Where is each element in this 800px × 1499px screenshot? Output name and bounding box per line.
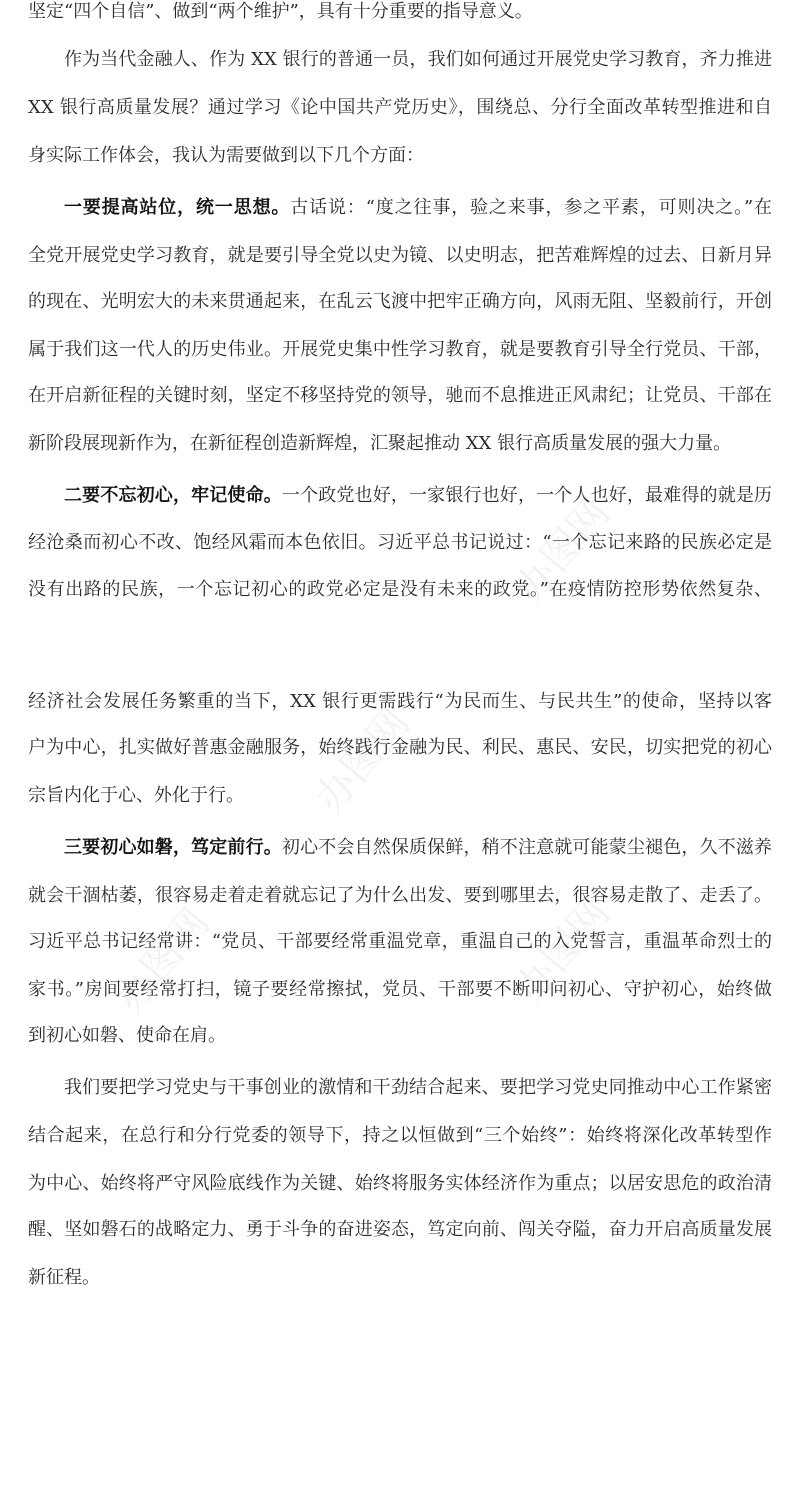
section-heading: 一要提高站位，统一思想。 — [64, 197, 291, 218]
text-line: 户为中心，扎实做好普惠金融服务，始终践行金融为民、利民、惠民、安民，切实把党的初心 — [28, 737, 772, 758]
paragraph-first-line — [64, 836, 772, 860]
paragraph-first-line — [64, 196, 772, 220]
text-line: 新征程。 — [28, 1267, 100, 1288]
text-line: 作为当代金融人、作为 XX 银行的普通一员，我们如何通过开展党史学习教育，齐力推进 — [64, 49, 772, 70]
text-line: 初心不会自然保质保鲜，稍不注意就可能蒙尘褪色，久不滋养 — [281, 837, 773, 858]
text-line: 经济社会发展任务繁重的当下，XX 银行更需践行“为民而生、与民共生”的使命，坚持以客 — [28, 691, 772, 712]
text-line: 习近平总书记经常讲：“党员、干部要经常重温党章，重温自己的入党誓言，重温革命烈士的 — [28, 931, 772, 952]
text-line: 宗旨内化于心、外化于行。 — [28, 785, 244, 806]
watermark-text: 办图网 — [506, 890, 619, 1012]
text-line: 一个政党也好，一家银行也好，一个人也好，最难得的就是历 — [281, 485, 773, 506]
text-line: 新阶段展现新作为，在新征程创造新辉煌，汇聚起推动 XX 银行高质量发展的强大力量。 — [28, 433, 732, 454]
text-line: XX 银行高质量发展？通过学习《论中国共产党历史》，围绕总、分行全面改革转型推进和自 — [28, 97, 772, 118]
text-line: 为中心、始终将严守风险底线作为关键、始终将服务实体经济作为重点；以居安思危的政治清 — [28, 1173, 772, 1194]
text-line: 古话说：“度之往事，验之来事，参之平素，可则决之。”在 — [290, 197, 772, 218]
text-line: 就会干涸枯萎，很容易走着走着就忘记了为什么出发、要到哪里去，很容易走散了、走丢了。 — [28, 885, 772, 906]
watermark-text: 办图网 — [306, 700, 419, 822]
text-line: 结合起来，在总行和分行党委的领导下，持之以恒做到“三个始终”：始终将深化改革转型作 — [28, 1125, 772, 1146]
text-line: 在开启新征程的关键时刻，坚定不移坚持党的领导，驰而不息推进正风肃纪；让党员、干部在 — [28, 385, 772, 406]
text-line: 全党开展党史学习教育，就是要引导全党以史为镜、以史明志，把苦难辉煌的过去、日新月异 — [28, 245, 772, 266]
paragraph-first-line — [64, 484, 772, 508]
section-heading: 三要初心如磐，笃定前行。 — [64, 837, 282, 858]
text-line: 没有出路的民族，一个忘记初心的政党必定是没有未来的政党。”在疫情防控形势依然复杂、 — [28, 579, 772, 600]
text-line: 的现在、光明宏大的未来贯通起来，在乱云飞渡中把牢正确方向，风雨无阻、坚毅前行，开创 — [28, 291, 772, 312]
text-line: 醒、坚如磐石的战略定力、勇于斗争的奋进姿态，笃定向前、闯关夺隘，奋力开启高质量发展 — [28, 1219, 772, 1240]
text-line: 我们要把学习党史与干事创业的激情和干劲结合起来、要把学习党史同推动中心工作紧密 — [64, 1077, 772, 1098]
text-line: 坚定“四个自信”、做到“两个维护”，具有十分重要的指导意义。 — [28, 1, 533, 22]
text-line: 属于我们这一代人的历史伟业。开展党史集中性学习教育，就是要教育引导全行党员、干部， — [28, 339, 772, 360]
watermark-text: 办图网 — [106, 900, 219, 1022]
watermark-text: 办图网 — [506, 490, 619, 612]
text-line: 家书。”房间要经常打扫，镜子要经常擦拭，党员、干部要不断叩问初心、守护初心，始终做 — [28, 979, 772, 1000]
text-line: 身实际工作体会，我认为需要做到以下几个方面： — [28, 145, 424, 166]
text-line: 到初心如磐、使命在肩。 — [28, 1025, 226, 1046]
text-line: 经沧桑而初心不改、饱经风霜而本色依旧。习近平总书记说过：“一个忘记来路的民族必定是 — [28, 532, 772, 553]
section-heading: 二要不忘初心，牢记使命。 — [64, 485, 282, 506]
